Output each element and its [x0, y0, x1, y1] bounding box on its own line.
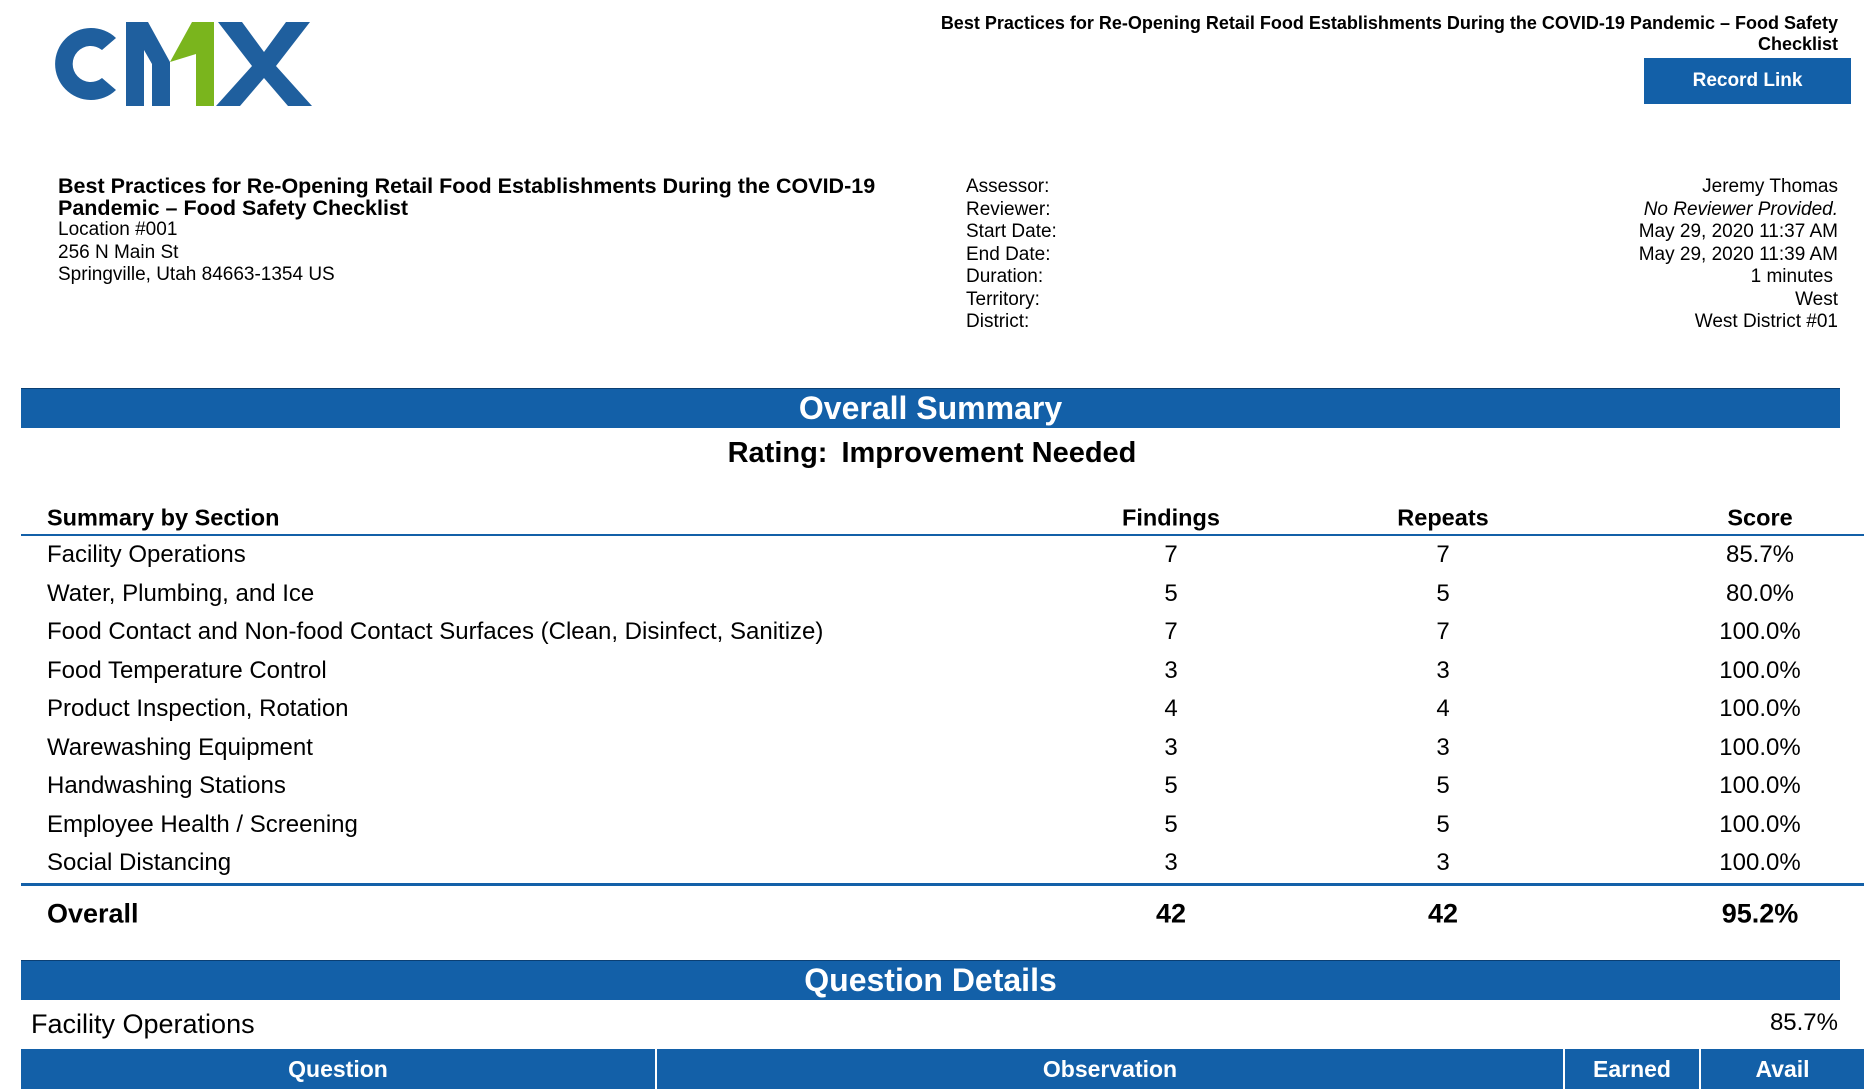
column-avail: [1701, 1049, 1864, 1089]
detail-section-score: 85.7%: [1769, 1009, 1838, 1036]
column-earned-label: Earned: [1593, 1055, 1671, 1082]
table-row: [21, 536, 1864, 575]
row-score-value: 100.0%: [1719, 733, 1801, 761]
row-repeats-value: 3: [1436, 849, 1450, 877]
row-repeats-value: 5: [1436, 810, 1450, 838]
row-findings-value: 4: [1164, 695, 1178, 723]
row-repeats-value: 4: [1436, 695, 1450, 723]
location-city: Springville, Utah 84663-1354 US: [58, 264, 335, 285]
row-repeats-value: 5: [1436, 772, 1450, 800]
row-findings-value: 5: [1164, 579, 1178, 607]
logo-letter-m-left: [126, 22, 170, 106]
table-row: [21, 575, 1864, 614]
header-score-label: Score: [1727, 504, 1793, 531]
row-section-name: Warewashing Equipment: [47, 733, 313, 761]
rating-value: Improvement Needed: [841, 437, 1137, 469]
row-repeats-value: 3: [1436, 656, 1450, 684]
district-value: West District #01: [1694, 311, 1838, 332]
row-score-value: 100.0%: [1719, 695, 1801, 723]
table-row: [21, 844, 1864, 883]
row-section-name: Handwashing Stations: [47, 772, 286, 800]
question-details-title: Question Details: [804, 962, 1057, 998]
row-score-value: 100.0%: [1719, 810, 1801, 838]
row-section-name: Facility Operations: [47, 541, 246, 569]
record-link-button[interactable]: Record Link: [1644, 58, 1851, 104]
logo-letter-c: [55, 28, 116, 100]
overall-summary-bar: [21, 388, 1840, 428]
duration-value: 1 minutes: [1750, 266, 1833, 287]
assessor-value: Jeremy Thomas: [1702, 176, 1838, 197]
overall-summary-title: Overall Summary: [798, 390, 1063, 426]
detail-section-name: Facility Operations: [31, 1009, 255, 1039]
row-section-name: Food Temperature Control: [47, 656, 327, 684]
duration-label: Duration:: [966, 266, 1044, 287]
row-score-value: 100.0%: [1719, 849, 1801, 877]
column-question-label: Question: [288, 1055, 388, 1082]
question-details-bar: [21, 960, 1840, 1000]
checklist-info: [58, 175, 958, 287]
table-row: [21, 613, 1864, 652]
column-observation-label: Observation: [1042, 1055, 1178, 1082]
start-date-label: Start Date:: [966, 221, 1057, 242]
table-row: [21, 767, 1864, 806]
column-avail-label: Avail: [1755, 1055, 1810, 1082]
question-table-header: [21, 1049, 1864, 1089]
row-findings-value: 3: [1164, 733, 1178, 761]
table-row: [21, 690, 1864, 729]
cmx-logo: [42, 18, 312, 110]
row-repeats-value: 3: [1436, 733, 1450, 761]
info-values: [1338, 176, 1838, 334]
table-row: [21, 652, 1864, 691]
row-repeats-value: 7: [1436, 618, 1450, 646]
column-question: [21, 1049, 657, 1089]
row-findings-value: 5: [1164, 772, 1178, 800]
row-findings-value: 7: [1164, 541, 1178, 569]
row-section-name: Social Distancing: [47, 849, 232, 877]
end-date-value: May 29, 2020 11:39 AM: [1638, 243, 1838, 265]
reviewer-label: Reviewer:: [966, 198, 1051, 220]
table-row: [21, 729, 1864, 768]
overall-name: Overall: [47, 898, 139, 928]
location-name: Location #001: [58, 219, 178, 240]
header-findings-label: Findings: [1122, 504, 1220, 531]
row-score-value: 100.0%: [1719, 618, 1801, 646]
row-section-name: Food Contact and Non-food Contact Surfaces (Clean, Disinfect, Sanitize): [47, 618, 824, 646]
overall-findings-value: 42: [1155, 898, 1187, 928]
rating-label: Rating:: [727, 437, 828, 469]
header-repeats-label: Repeats: [1397, 504, 1489, 531]
overall-row: [21, 886, 1864, 942]
document-heading: Best Practices for Re-Opening Retail Food Establishments During the COVID-19 Pandemic – Food Safety Checklist: [940, 13, 1838, 54]
header-section: Summary by Section: [47, 504, 280, 531]
info-labels: [966, 176, 1166, 334]
district-label: District:: [966, 311, 1030, 332]
overall-score-value: 95.2%: [1721, 898, 1799, 928]
row-findings-value: 7: [1164, 618, 1178, 646]
assessor-label: Assessor:: [966, 176, 1050, 197]
row-findings-value: 5: [1164, 810, 1178, 838]
location-street: 256 N Main St: [58, 241, 179, 263]
logo-letter-x: [216, 22, 312, 106]
territory-value: West: [1795, 288, 1838, 310]
summary-table: [21, 500, 1864, 942]
start-date-value: May 29, 2020 11:37 AM: [1638, 221, 1838, 242]
overall-repeats-value: 42: [1427, 898, 1459, 928]
end-date-label: End Date:: [966, 243, 1051, 265]
row-score-value: 80.0%: [1725, 579, 1795, 607]
row-section-name: Product Inspection, Rotation: [47, 695, 349, 723]
summary-rows: [21, 536, 1864, 883]
row-score-value: 100.0%: [1719, 772, 1801, 800]
column-observation: [657, 1049, 1565, 1089]
reviewer-value: No Reviewer Provided.: [1643, 198, 1838, 220]
checklist-title: Best Practices for Re-Opening Retail Food Establishments During the COVID-19 Pandemic – Food Safety Checklist: [58, 174, 876, 220]
row-repeats-value: 7: [1436, 541, 1450, 569]
rating: [0, 437, 1864, 470]
table-row: [21, 806, 1864, 845]
row-section-name: Employee Health / Screening: [47, 810, 358, 838]
row-score-value: 100.0%: [1719, 656, 1801, 684]
row-section-name: Water, Plumbing, and Ice: [47, 579, 315, 607]
row-findings-value: 3: [1164, 849, 1178, 877]
column-earned: [1565, 1049, 1701, 1089]
row-score-value: 85.7%: [1725, 541, 1795, 569]
territory-label: Territory:: [966, 288, 1040, 310]
row-repeats-value: 5: [1436, 579, 1450, 607]
logo-letter-m-right: [170, 22, 214, 106]
row-findings-value: 3: [1164, 656, 1178, 684]
summary-table-header: [21, 500, 1864, 536]
